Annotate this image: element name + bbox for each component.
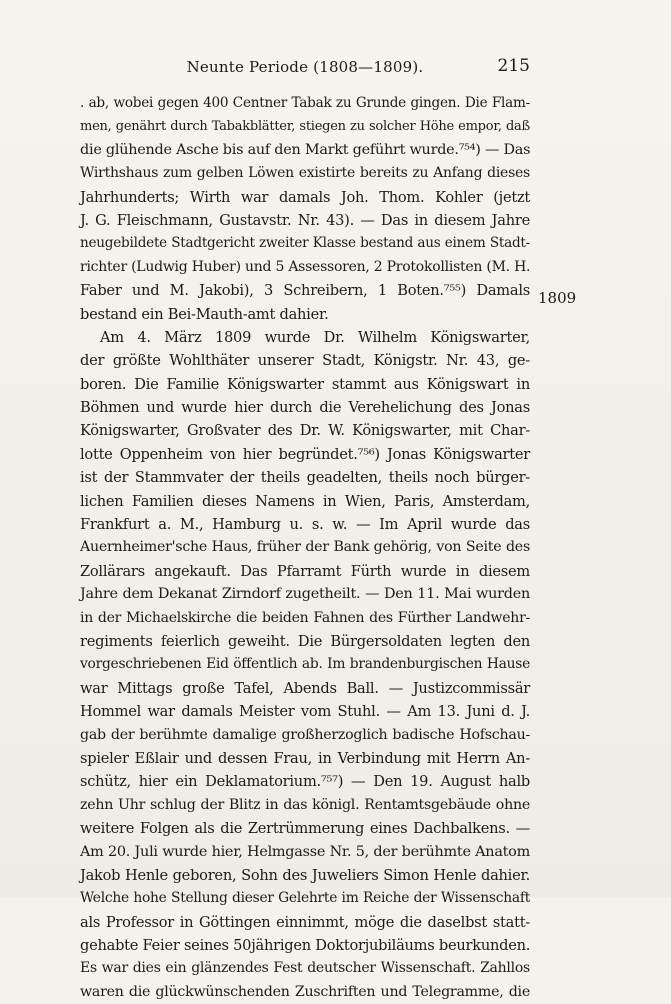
text-line: Jakob Henle geboren, Sohn des Juweliers Simon Henle dahier. bbox=[80, 866, 530, 884]
text-line: Frankfurt a. M., Hamburg u. s. w. — Im April wurde das bbox=[80, 516, 530, 534]
text-line: Jahre dem Dekanat Zirndorf zugetheilt. — Den 11. Mai wurden bbox=[80, 586, 530, 603]
margin-year-note: 1809 bbox=[538, 289, 577, 307]
page-header bbox=[80, 58, 530, 80]
text-line: schütz, hier ein Deklamatorium.⁷⁵⁷) — Den 19. August halb bbox=[80, 773, 530, 791]
text-line: regiments feierlich geweiht. Die Bürgersoldaten legten den bbox=[80, 632, 530, 650]
text-line: weitere Folgen als die Zertrümmerung eines Dachbalkens. — bbox=[80, 820, 530, 838]
text-line: gehabte Feier seines 50jährigen Doktorjubiläums beurkunden. bbox=[80, 937, 531, 955]
text-line: boren. Die Familie Königswarter stammt aus Königswart in bbox=[80, 375, 530, 393]
text-line: der größte Wohlthäter unserer Stadt, Königstr. Nr. 43, ge- bbox=[80, 352, 530, 370]
text-line: Faber und M. Jakobi), 3 Schreibern, 1 Boten.⁷⁵⁵) Damals bbox=[80, 282, 530, 300]
text-line: als Professor in Göttingen einnimmt, möge die daselbst statt- bbox=[80, 913, 530, 931]
text-line: die glühende Asche bis auf den Markt geführt wurde.⁷⁵⁴) — Das bbox=[80, 141, 531, 158]
text-line: Hommel war damals Meister vom Stuhl. — Am 13. Juni d. J. bbox=[80, 703, 530, 721]
text-line: zehn Uhr schlug der Blitz in das königl. Rentamtsgebäude ohne bbox=[80, 796, 530, 813]
text-line: bestand ein Bei-Mauth-amt dahier. bbox=[80, 305, 329, 323]
text-line: gab der berühmte damalige großherzoglich badische Hofschau- bbox=[80, 726, 530, 743]
text-line: Wirthshaus zum gelben Löwen existirte bereits zu Anfang dieses bbox=[80, 165, 530, 182]
text-line: Auernheimer'sche Haus, früher der Bank gehörig, von Seite des bbox=[80, 539, 530, 556]
text-line: ist der Stammvater der theils geadelten, theils noch bürger- bbox=[80, 469, 530, 487]
text-line: Am 4. März 1809 wurde Dr. Wilhelm Königswarter, bbox=[100, 328, 530, 346]
text-line: Königswarter, Großvater des Dr. W. Königswarter, mit Char- bbox=[80, 422, 530, 440]
text-line: Es war dies ein glänzendes Fest deutscher Wissenschaft. Zahllos bbox=[80, 960, 530, 977]
text-line: vorgeschriebenen Eid öffentlich ab. Im brandenburgischen Hause bbox=[80, 656, 530, 673]
text-line: in der Michaelskirche die beiden Fahnen des Fürther Landwehr- bbox=[80, 609, 530, 626]
text-line: Am 20. Juli wurde hier, Helmgasse Nr. 5, der berühmte Anatom bbox=[80, 843, 530, 860]
running-title: Neunte Periode (1808—1809). bbox=[186, 58, 424, 76]
text-line: war Mittags große Tafel, Abends Ball. — Justizcommissär bbox=[80, 679, 530, 697]
text-line: men, genährt durch Tabakblätter, stiegen zu solcher Höhe empor, daß bbox=[80, 119, 530, 135]
text-line: Welche hohe Stellung dieser Gelehrte im Reiche der Wissenschaft bbox=[80, 890, 530, 907]
text-line: Jahrhunderts; Wirth war damals Joh. Thom. Kohler (jetzt bbox=[80, 188, 530, 206]
text-line: richter (Ludwig Huber) und 5 Assessoren, 2 Protokollisten (M. H. bbox=[80, 258, 531, 275]
text-line: J. G. Fleischmann, Gustavstr. Nr. 43). — Das in diesem Jahre bbox=[80, 211, 530, 229]
text-line: lotte Oppenheim von hier begründet.⁷⁵⁶) Jonas Königswarter bbox=[80, 445, 530, 463]
text-line: lichen Familien dieses Namens in Wien, Paris, Amsterdam, bbox=[80, 492, 530, 510]
page-number: 215 bbox=[497, 56, 530, 76]
text-line: neugebildete Stadtgericht zweiter Klasse bestand aus einem Stadt- bbox=[80, 235, 530, 252]
text-line: Böhmen und wurde hier durch die Verehelichung des Jonas bbox=[80, 399, 530, 417]
body-text bbox=[80, 92, 530, 1004]
text-line: waren die glückwünschenden Zuschriften und Telegramme, die bbox=[80, 983, 530, 1000]
text-line: Zollärars angekauft. Das Pfarramt Fürth wurde in diesem bbox=[80, 562, 530, 580]
text-line: spieler Eßlair und dessen Frau, in Verbindung mit Herrn An- bbox=[80, 749, 530, 767]
text-line: . ab, wobei gegen 400 Centner Tabak zu Grunde gingen. Die Flam- bbox=[80, 95, 530, 111]
